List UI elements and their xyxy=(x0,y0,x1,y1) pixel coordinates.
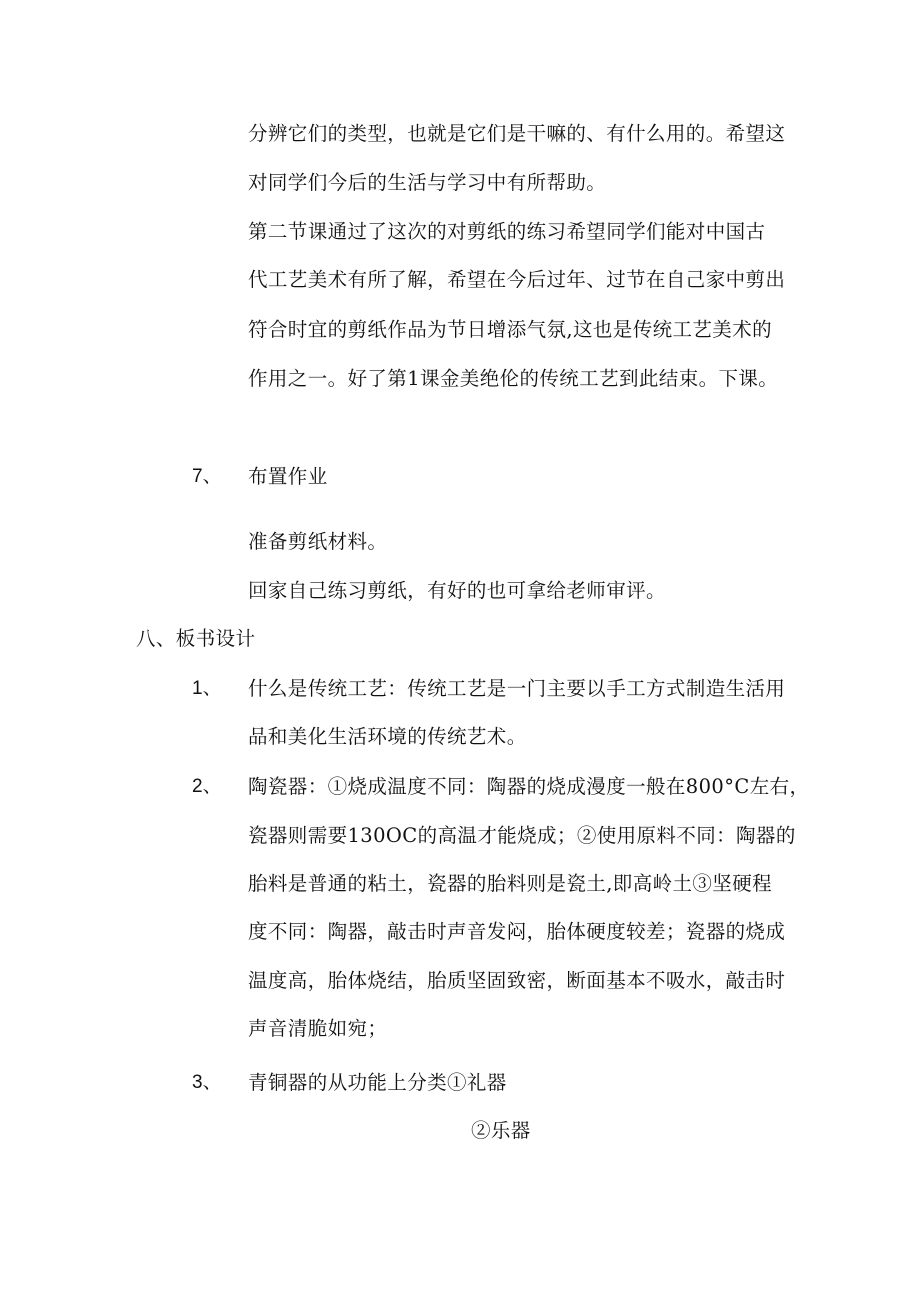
lesson2-line-4: 作用之一。好了第1课金美绝伦的传统工艺到此结束。下课。 xyxy=(248,367,779,390)
section7-number: 7、 xyxy=(192,466,222,487)
board-item-1-line-1: 什么是传统工艺：传统工艺是一门主要以手工方式制造生活用 xyxy=(248,677,786,700)
board-item-2-line-3: 胎料是普通的粘土，瓷器的胎料则是瓷土,即高岭土③坚硬程 xyxy=(248,872,772,895)
board-item-2-line-1: 陶瓷器：①烧成温度不同：陶器的烧成漫度一般在800°C左右， xyxy=(248,775,810,798)
board-item-2-line-2: 瓷器则需要130OC的高温才能烧成；②使用原料不同：陶器的 xyxy=(248,824,796,847)
section7-item-1: 准备剪纸材料。 xyxy=(248,530,388,553)
intro-line-2: 对同学们今后的生活与学习中有所帮助。 xyxy=(248,171,607,194)
board-item-2-line-5: 温度高，胎体烧结，胎质坚固致密，断面基本不吸水，敲击时 xyxy=(248,969,786,992)
board-item-3-line-1: 青铜器的从功能上分类①礼器 xyxy=(248,1071,507,1094)
section7-item-2: 回家自己练习剪纸，有好的也可拿给老师审评。 xyxy=(248,579,666,602)
board-item-1-line-2: 品和美化生活环境的传统艺术。 xyxy=(248,725,527,748)
board-item-2-number: 2、 xyxy=(192,776,222,797)
board-item-2-line-4: 度不同：陶器，敲击时声音发闷，胎体硬度较差；瓷器的烧成 xyxy=(248,920,786,943)
lesson2-line-1: 第二节课通过了这次的对剪纸的练习希望同学们能对中国古 xyxy=(248,220,766,243)
intro-line-1: 分辨它们的类型，也就是它们是干嘛的、有什么用的。希望这 xyxy=(248,122,786,145)
lesson2-line-2: 代工艺美术有所了解，希望在今后过年、过节在自己家中剪出 xyxy=(248,268,786,291)
section8-heading: 八、板书设计 xyxy=(136,627,256,650)
board-item-3-number: 3、 xyxy=(192,1072,222,1093)
board-item-2-line-6: 声音清脆如宛； xyxy=(248,1017,388,1040)
board-item-3-line-2: ②乐器 xyxy=(471,1119,531,1142)
section7-title: 布置作业 xyxy=(248,465,328,488)
board-item-1-number: 1、 xyxy=(192,678,222,699)
lesson2-line-3: 符合时宜的剪纸作品为节日增添气氛,这也是传统工艺美术的 xyxy=(248,318,772,341)
